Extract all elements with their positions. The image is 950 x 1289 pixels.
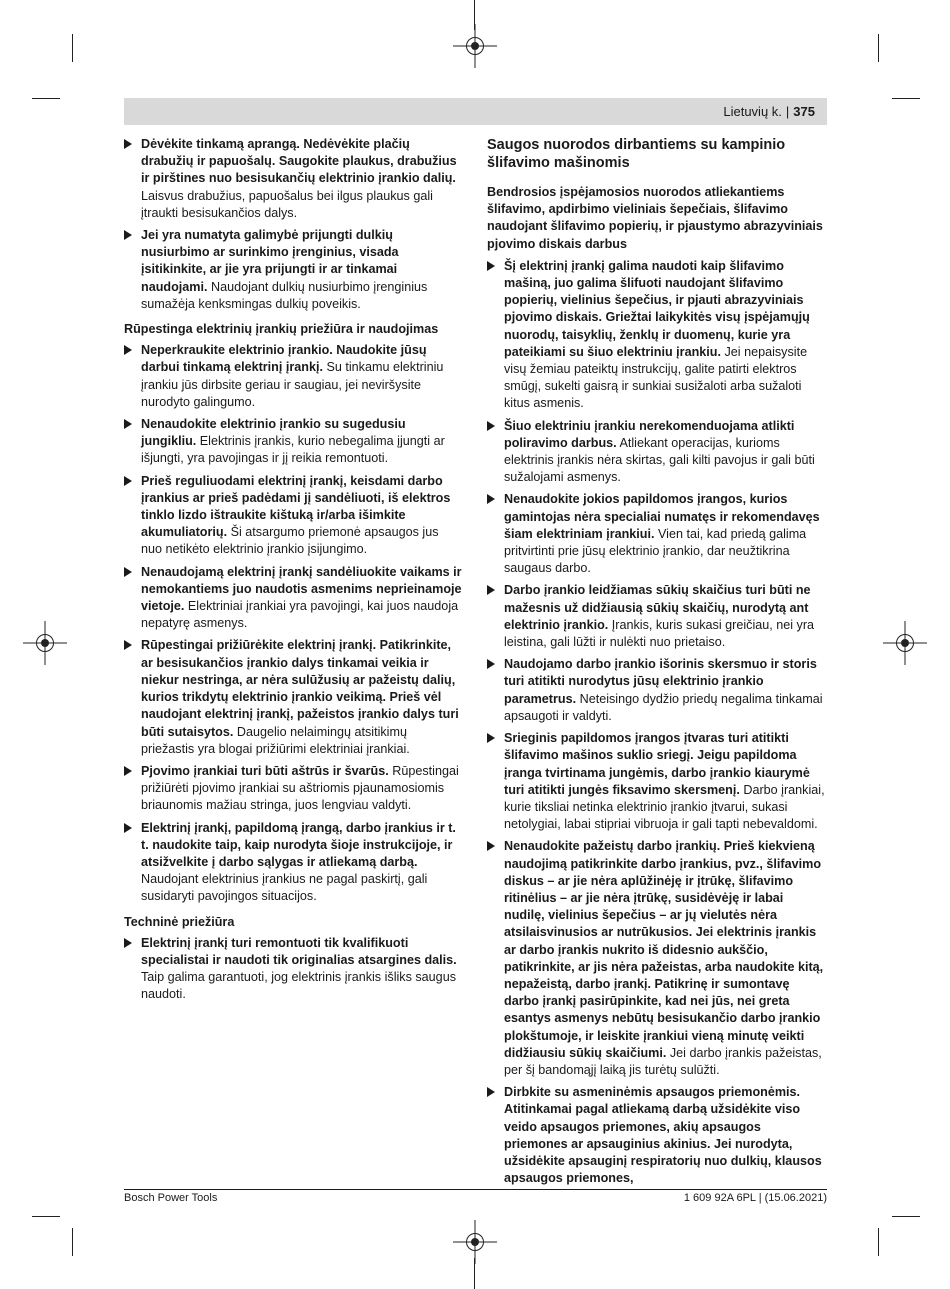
item-normal-text: Jei darbo įrankis pažeistas, per šį bandomąjį laiką jis turėtų sulūžti. [504,1045,822,1077]
item-normal-text: Ši atsargumo priemonė apsaugos jus nuo netikėto elektrinio įrankio įsijungimo. [141,525,439,557]
item-bold-text: Elektrinį įrankį, papildomą įrangą, darbo įrankius ir t. t. naudokite taip, kaip nurodyta šioje instrukcijoje, ir atsižvelkite į darbo sąlygas ir atliekamą darbą. [141,820,456,869]
crop-mark [32,98,60,99]
bullet-arrow-icon [124,139,132,149]
bullet-arrow-icon [487,421,495,431]
item-bold-text: Srieginis papildomos įrangos įtvaras turi atitikti šlifavimo mašinos suklio sriegį. Jeigu papildoma įranga tvirtinama jungėmis, darbo įrankio kiaurymė turi atitikti jungės fiksavimo skersmenį. [504,731,810,797]
list-item [124,935,462,1004]
list-item [487,730,827,833]
item-bold-text: Jei yra numatyta galimybė prijungti dulkių nusiurbimo ar surinkimo įrenginius, visada įsitikinkite, ar jie yra prijungti ir ar tinkamai naudojami. [141,228,399,294]
list-item [487,656,827,725]
footer-rule [124,1189,827,1190]
list-item [487,258,827,413]
item-normal-text: Daugelio nelaimingų atsitikimų priežastis yra blogai prižiūrimi elektriniai įrankiai. [141,724,410,756]
list-item [487,418,827,487]
bullet-arrow-icon [124,567,132,577]
crop-mark [878,1228,879,1256]
crop-mark [32,1216,60,1217]
list-item [124,473,462,559]
item-bold-text: Naudojamo darbo įrankio išorinis skersmuo ir storis turi atitikti nurodytus jūsų elektrinio įrankio parametrus. [504,657,817,706]
item-normal-text: Taip galima garantuoti, jog elektrinis įrankis išliks saugus naudoti. [141,970,456,1002]
item-normal-text: Darbo įrankiai, kurie tiksliai netinka elektrinio įrankio įtvarui, sukasi netolygiai, labai stipriai vibruoja ir gali tapti nebevaldomi. [504,782,825,832]
bullet-arrow-icon [487,841,495,851]
section-intro: Bendrosios įspėjamosios nuorodos atliekantiems šlifavimo, apdirbimo vieliniais šepečiais, šlifavimo naudojant šlifavimo popierių, ir pjaustymo abrazyviniais pjovimo diskais darbus [487,185,823,251]
header-text [723,104,815,119]
list-item [124,227,462,313]
footer-doc-code: 1 609 92A 6PL | (15.06.2021) [683,1192,827,1204]
item-bold-text: Nenaudojamą elektrinį įrankį sandėliuokite vaikams ir nemokantiems juo naudotis asmenims neprieinamoje vietoje. [141,564,462,614]
bullet-arrow-icon [487,1087,495,1097]
footer-brand: Bosch Power Tools [124,1192,218,1204]
item-normal-text: Naudojant elektrinius įrankius ne pagal paskirtį, gali susidaryti pavojingos situacijos. [141,872,428,904]
item-bold-text: Rūpestingai prižiūrėkite elektrinį įrankį. Patikrinkite, ar besisukančios įrankio dalys tinkamai veikia ir niekur nestringa, ar nėra sulūžusių ar pažeistų dalių, kurios trikdytų elektrinio įrankio veikimą. Prieš vėl naudojant elektrinį įrankį, pažeistos įrankio dalys turi būti sutaisytos. [141,638,459,739]
item-bold-text: Šiuo elektriniu įrankiu nerekomenduojama atlikti poliravimo darbus. [504,418,795,450]
header-language: Lietuvių k. [723,104,782,119]
list-item [124,564,462,633]
item-normal-text: Elektrinis įrankis, kurio nebegalima įjungti ar išjungti, yra pavojingas ir jį reikia remontuoti. [141,434,445,466]
crop-mark [72,34,73,62]
item-bold-text: Prieš reguliuodami elektrinį įrankį, keisdami darbo įrankius ar prieš padėdami jį sandėliuoti, iš elektros tinklo lizdo ištraukite kištuką ir/arba išimkite akumuliatorių. [141,473,451,540]
header-separator: | [785,104,790,119]
item-bold-text: Neperkraukite elektrinio įrankio. Naudokite jūsų darbui tinkamą elektrinį įrankį. [141,343,427,375]
list-item [124,820,462,906]
item-normal-text: Neteisingo dydžio priedų negalima tinkamai apsaugoti ir valdyti. [504,691,823,723]
list-item [124,136,462,222]
safety-list-clothing [124,136,462,313]
bullet-arrow-icon [124,823,132,833]
heading-service: Techninė priežiūra [124,914,235,929]
item-bold-text: Dirbkite su asmeninėmis apsaugos priemonėmis. Atitinkamai pagal atliekamą darbą užsidėkite viso veido apsaugos priemones, akių apsaugos priemones ar apsauginius akinius. Jei nurodyta, užsidėkite apsauginį respiratorių nuo dulkių, klausos apsaugos priemones, [504,1085,822,1186]
crop-mark [72,1228,73,1256]
item-bold-text: Elektrinį įrankį turi remontuoti tik kvalifikuoti specialistai ir naudoti tik originalias atsargines dalis. [141,935,457,967]
registration-mark-icon [466,1233,484,1251]
registration-mark-icon [466,37,484,55]
bullet-arrow-icon [124,419,132,429]
item-normal-text: Naudojant dulkių nusiurbimo įrenginius sumažėja kenksmingas dulkių poveikis. [141,279,428,311]
bullet-arrow-icon [487,659,495,669]
item-normal-text: Jei nepaisysite visų žemiau pateiktų instrukcijų, galite patirti elektros smūgį, sukelti gaisrą ir sunkiai susižaloti arba sužaloti kitus asmenis. [504,344,808,411]
section-title: Saugos nuorodos dirbantiems su kampinio šlifavimo mašinomis [487,137,786,171]
bullet-arrow-icon [487,494,495,504]
item-bold-text: Pjovimo įrankiai turi būti aštrūs ir švarūs. [141,763,389,778]
crop-mark [878,34,879,62]
page-header [124,98,827,125]
item-bold-text: Dėvėkite tinkamą aprangą. Nedėvėkite plačių drabužių ir papuošalų. Saugokite plaukus, drabužius ir pirštines nuo besisukančių elektrinio įrankio dalių. [141,137,457,186]
item-normal-text: Vien tai, kad priedą galima pritvirtinti prie jūsų elektrinio įrankio, dar neužtikrina saugaus darbo. [504,526,807,576]
safety-list-tool-care [124,342,462,905]
item-bold-text: Nenaudokite pažeistų darbo įrankių. Prieš kiekvieną naudojimą patikrinkite darbo įrankius, pvz., šlifavimo diskus – ar jie nėra aplūžinėję ir įtrūkę, šlifavimo ritinėlius – ar jie nėra įtrūkę, susidėvėję ir labai nudilę, vielinius šepečius – ar jų vielutės nėra atsilaisvinusios ar nutrūkusios. Jei elektrinis įrankis ar darbo įrankis nukrito iš didesnio aukščio, patikrinkite, ar jis nėra pažeistas, arba naudokite kitą, nepažeistą, darbo įrankį. Patikrinę ir sumontavę darbo įrankį pasirūpinkite, kad nei jūs, nei greta esantys asmenys nebūtų besisukančio darbo įrankio plokštumoje, ir leiskite įrankiui vieną minutę veikti didžiausiu sūkių skaičiumi. [504,839,824,1060]
item-bold-text: Šį elektrinį įrankį galima naudoti kaip šlifavimo mašiną, juo galima šlifuoti naudojant šlifavimo popierių, vielinius šepečius, ir pjauti abrazyviniais pjovimo diskais. Griežtai laikykitės visų įspėjamųjų nuorodų, taisyklių, ženklų ir duomenų, kurie yra pateikiami su šiuo elektriniu įrankiu. [504,258,810,359]
bullet-arrow-icon [487,585,495,595]
crop-mark [892,1216,920,1217]
list-item [124,416,462,468]
item-bold-text: Darbo įrankio leidžiamas sūkių skaičius turi būti ne mažesnis už didžiausią sūkių skaičių, nurodytą ant elektrinio įrankio. [504,583,811,632]
safety-list-service [124,935,462,1004]
bullet-arrow-icon [124,345,132,355]
list-item [124,763,462,815]
registration-mark-icon [896,634,914,652]
left-column [124,136,462,1009]
item-normal-text: Atliekant operacijas, kurioms elektrinis įrankis nėra skirtas, gali kilti pavojus ir gali būti sužalojami asmenys. [504,435,815,485]
item-normal-text: Su tinkamu elektriniu įrankiu jūs dirbsite geriau ir saugiau, jei neviršysite nurodyto galingumo. [141,360,444,409]
bullet-arrow-icon [487,261,495,271]
list-item [487,582,827,651]
right-column [487,136,827,1192]
item-normal-text: Rūpestingai prižiūrėti pjovimo įrankiai su aštriomis pjaunamosiomis briaunomis mažiau stringa, juos lengviau valdyti. [141,763,459,813]
bullet-arrow-icon [487,733,495,743]
list-item [487,491,827,577]
item-bold-text: Nenaudokite jokios papildomos įrangos, kurios gamintojas nėra specialiai numatęs ir rekomendavęs šiam elektriniam įrankiui. [504,492,820,541]
bullet-arrow-icon [124,640,132,650]
heading-tool-care: Rūpestinga elektrinių įrankių priežiūra ir naudojimas [124,322,439,337]
list-item [124,342,462,411]
item-bold-text: Nenaudokite elektrinio įrankio su sugedusiu jungikliu. [141,417,406,449]
safety-list-angle-grinder [487,258,827,1188]
crop-mark [892,98,920,99]
item-normal-text: Laisvus drabužius, papuošalus bei ilgus plaukus gali įtraukti besisukančios dalys. [141,188,433,220]
bullet-arrow-icon [124,938,132,948]
list-item [124,637,462,757]
registration-mark-icon [36,634,54,652]
item-normal-text: Įrankis, kuris sukasi greičiau, nei yra leistina, gali lūžti ir nulėkti nuo prietaiso. [504,617,815,650]
bullet-arrow-icon [124,766,132,776]
bullet-arrow-icon [124,476,132,486]
list-item [487,838,827,1079]
bullet-arrow-icon [124,230,132,240]
list-item [487,1084,827,1187]
item-normal-text: Elektriniai įrankiai yra pavojingi, kai juos naudoja nepatyrę asmenys. [141,599,459,631]
page-number: 375 [793,104,815,119]
